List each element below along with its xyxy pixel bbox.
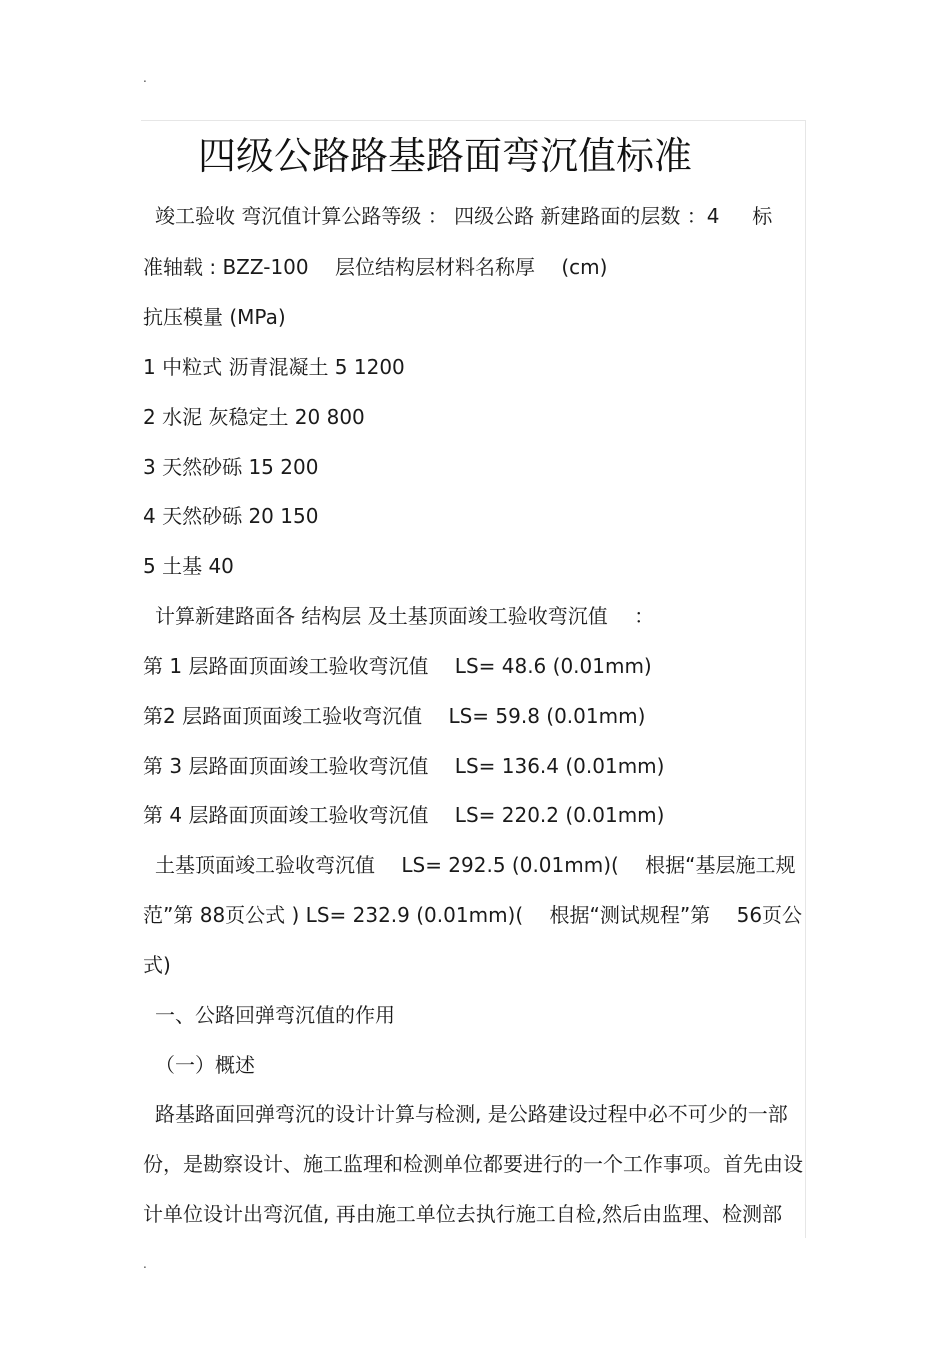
paragraph-line-1: 路基路面回弹弯沉的设计计算与检测, 是公路建设过程中必不可少的一部 xyxy=(155,1102,788,1126)
layer-row-5: 5 土基 40 xyxy=(143,554,234,578)
subsection-heading-overview: （一）概述 xyxy=(155,1053,255,1077)
deflection-row-layer-3: 第 3 层路面顶面竣工验收弯沉值 LS= 136.4 (0.01mm) xyxy=(143,754,665,778)
deflection-row-subgrade-cont: 范”第 88页公式 ) LS= 232.9 (0.01mm)( 根据“测试规程”第 56页公 xyxy=(143,903,803,927)
deflection-row-subgrade-end: 式) xyxy=(143,953,171,977)
text-line-completion-acceptance: 竣工验收 弯沉值计算公路等级 ： 四级公路 新建路面的层数 ：4 标 xyxy=(155,204,773,228)
layer-row-3: 3 天然砂砾 15 200 xyxy=(143,455,319,479)
text-line-standard-axle-load: 准轴载 : BZZ-100 层位结构层材料名称厚 (cm) xyxy=(143,255,608,279)
paragraph-line-2: 份，是勘察设计、施工监理和检测单位都要进行的一个工作事项。首先由设 xyxy=(143,1152,803,1176)
page-marker-top: . xyxy=(143,71,147,85)
paragraph-line-3: 计单位设计出弯沉值, 再由施工单位去执行施工自检,然后由监理、检测部 xyxy=(143,1202,783,1226)
deflection-row-subgrade: 土基顶面竣工验收弯沉值 LS= 292.5 (0.01mm)( 根据“基层施工规 xyxy=(155,853,796,877)
section-heading-1: 一、公路回弹弯沉值的作用 xyxy=(155,1003,395,1027)
layer-row-2: 2 水泥 灰稳定土 20 800 xyxy=(143,405,365,429)
document-title: 四级公路路基路面弯沉值标准 xyxy=(198,134,693,178)
deflection-row-layer-1: 第 1 层路面顶面竣工验收弯沉值 LS= 48.6 (0.01mm) xyxy=(143,654,652,678)
text-line-calc-heading: 计算新建路面各 结构层 及土基顶面竣工验收弯沉值 ： xyxy=(155,604,655,628)
text-line-compressive-modulus: 抗压模量 (MPa) xyxy=(143,305,286,329)
layer-row-1: 1 中粒式 沥青混凝土 5 1200 xyxy=(143,355,405,379)
deflection-row-layer-2: 第2 层路面顶面竣工验收弯沉值 LS= 59.8 (0.01mm) xyxy=(143,704,646,728)
deflection-row-layer-4: 第 4 层路面顶面竣工验收弯沉值 LS= 220.2 (0.01mm) xyxy=(143,803,665,827)
page-marker-bottom: . xyxy=(143,1257,147,1271)
layer-row-4: 4 天然砂砾 20 150 xyxy=(143,504,319,528)
